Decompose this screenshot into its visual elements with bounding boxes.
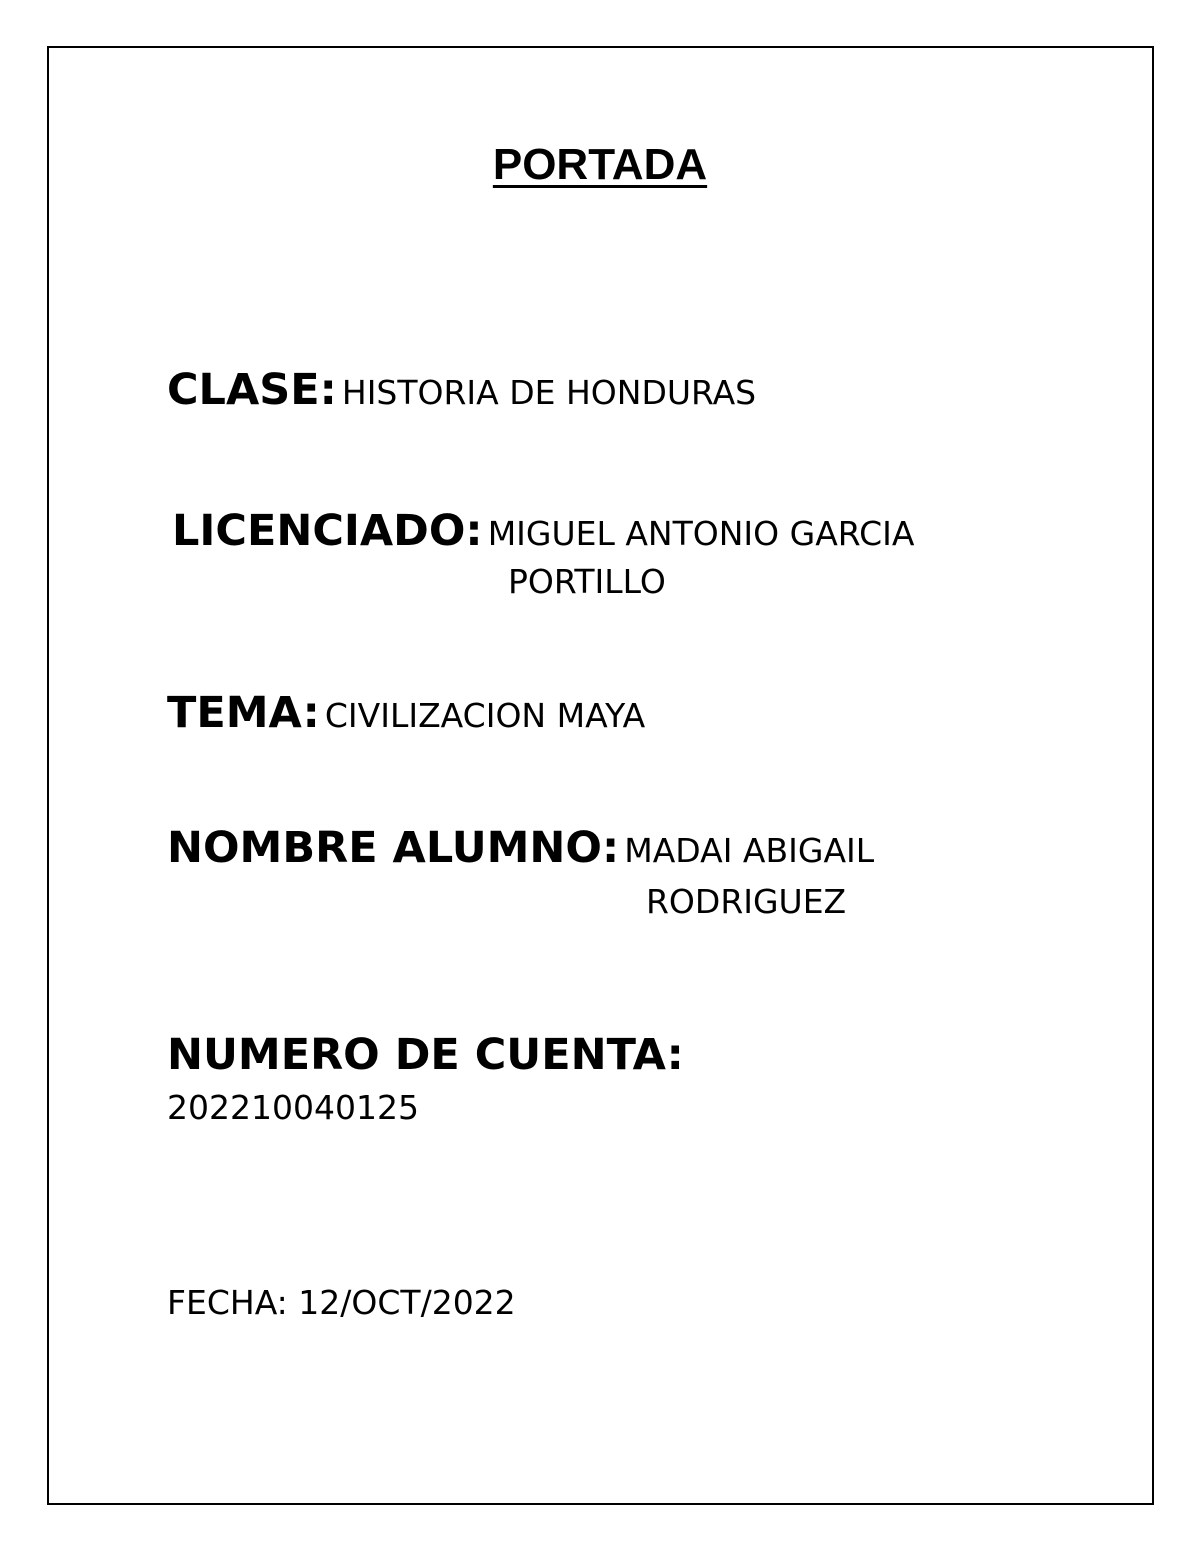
- tema-value: CIVILIZACION MAYA: [324, 696, 646, 735]
- fecha-text: FECHA: 12/OCT/2022: [167, 1283, 516, 1322]
- clase-value: HISTORIA DE HONDURAS: [341, 373, 757, 412]
- clase-label: CLASE:: [167, 365, 337, 415]
- clase-row: [167, 365, 756, 415]
- nombre-alumno-value-line2: RODRIGUEZ: [646, 882, 847, 921]
- licenciado-label: LICENCIADO:: [172, 506, 483, 556]
- nombre-alumno-value-line1: MADAI ABIGAIL: [624, 831, 875, 870]
- nombre-alumno-label: NOMBRE ALUMNO:: [167, 823, 620, 873]
- nombre-alumno-row: [167, 823, 874, 873]
- licenciado-row: [172, 506, 914, 556]
- page-title: PORTADA: [492, 140, 708, 189]
- numero-cuenta-label: NUMERO DE CUENTA:: [167, 1030, 684, 1080]
- numero-cuenta-value: 202210040125: [167, 1088, 419, 1127]
- licenciado-value-line1: MIGUEL ANTONIO GARCIA: [487, 514, 915, 553]
- licenciado-value-line2: PORTILLO: [508, 562, 666, 601]
- tema-label: TEMA:: [167, 688, 320, 738]
- tema-row: [167, 688, 645, 738]
